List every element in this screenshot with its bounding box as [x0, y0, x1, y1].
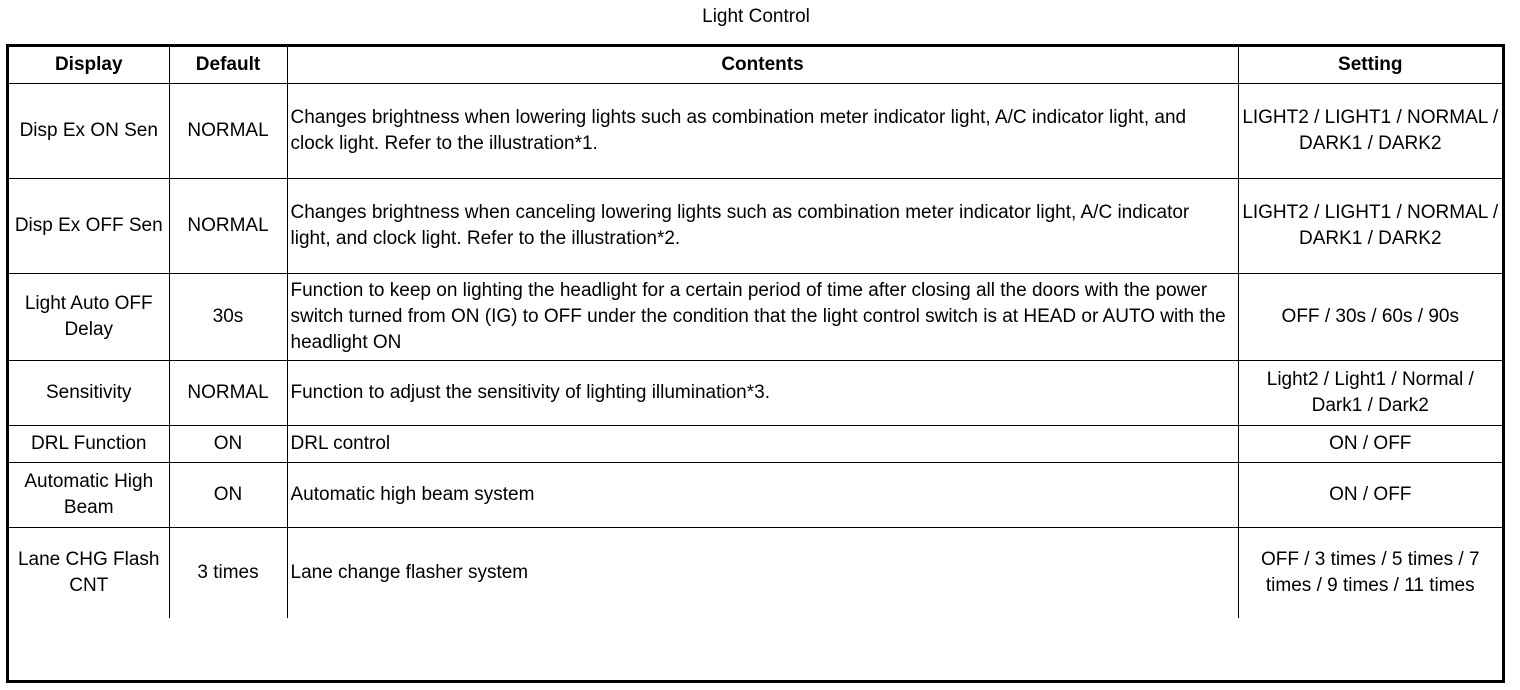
cell-setting: ON / OFF [1238, 426, 1502, 463]
cell-display: Sensitivity [9, 361, 169, 426]
cell-contents: Function to keep on lighting the headlight for a certain period of time after closing all the doors with the power switch turned from ON (IG) to OFF under the condition that the light control switch is at HEAD or AUTO with the headlight ON [287, 274, 1238, 361]
cell-contents: Lane change flasher system [287, 528, 1238, 619]
cell-display: Light Auto OFF Delay [9, 274, 169, 361]
cell-contents: Automatic high beam system [287, 463, 1238, 528]
cell-setting: LIGHT2 / LIGHT1 / NORMAL / DARK1 / DARK2 [1238, 84, 1502, 179]
header-setting: Setting [1238, 47, 1502, 84]
cell-default: NORMAL [169, 361, 287, 426]
table-row-disp-ex-on-sen [9, 84, 1502, 179]
cell-default: NORMAL [169, 179, 287, 274]
cell-setting: ON / OFF [1238, 463, 1502, 528]
cell-contents: DRL control [287, 426, 1238, 463]
table-row-drl-function [9, 426, 1502, 463]
table-row-lane-chg-flash-cnt [9, 528, 1502, 619]
cell-setting: OFF / 30s / 60s / 90s [1238, 274, 1502, 361]
cell-display: DRL Function [9, 426, 169, 463]
table-row-sensitivity [9, 361, 1502, 426]
cell-display: Lane CHG Flash CNT [9, 528, 169, 619]
cell-display: Automatic High Beam [9, 463, 169, 528]
cell-setting: Light2 / Light1 / Normal / Dark1 / Dark2 [1238, 361, 1502, 426]
header-display: Display [9, 47, 169, 84]
table-row-automatic-high-beam [9, 463, 1502, 528]
cell-contents: Changes brightness when canceling lowering lights such as combination meter indicator light, A/C indicator light, and clock light. Refer to the illustration*2. [287, 179, 1238, 274]
cell-contents: Function to adjust the sensitivity of lighting illumination*3. [287, 361, 1238, 426]
cell-setting: LIGHT2 / LIGHT1 / NORMAL / DARK1 / DARK2 [1238, 179, 1502, 274]
cell-display: Disp Ex OFF Sen [9, 179, 169, 274]
table-title: Light Control [702, 6, 810, 27]
header-contents: Contents [287, 47, 1238, 84]
cell-default: ON [169, 463, 287, 528]
table-row-disp-ex-off-sen [9, 179, 1502, 274]
table-row-light-auto-off-delay [9, 274, 1502, 361]
cell-default: NORMAL [169, 84, 287, 179]
cell-default: 30s [169, 274, 287, 361]
cell-setting: OFF / 3 times / 5 times / 7 times / 9 times / 11 times [1238, 528, 1502, 619]
header-row [9, 47, 1502, 84]
header-default: Default [169, 47, 287, 84]
cell-default: ON [169, 426, 287, 463]
cell-contents: Changes brightness when lowering lights such as combination meter indicator light, A/C indicator light, and clock light. Refer to the illustration*1. [287, 84, 1238, 179]
cell-display: Disp Ex ON Sen [9, 84, 169, 179]
cell-default: 3 times [169, 528, 287, 619]
light-control-table [9, 47, 1502, 618]
